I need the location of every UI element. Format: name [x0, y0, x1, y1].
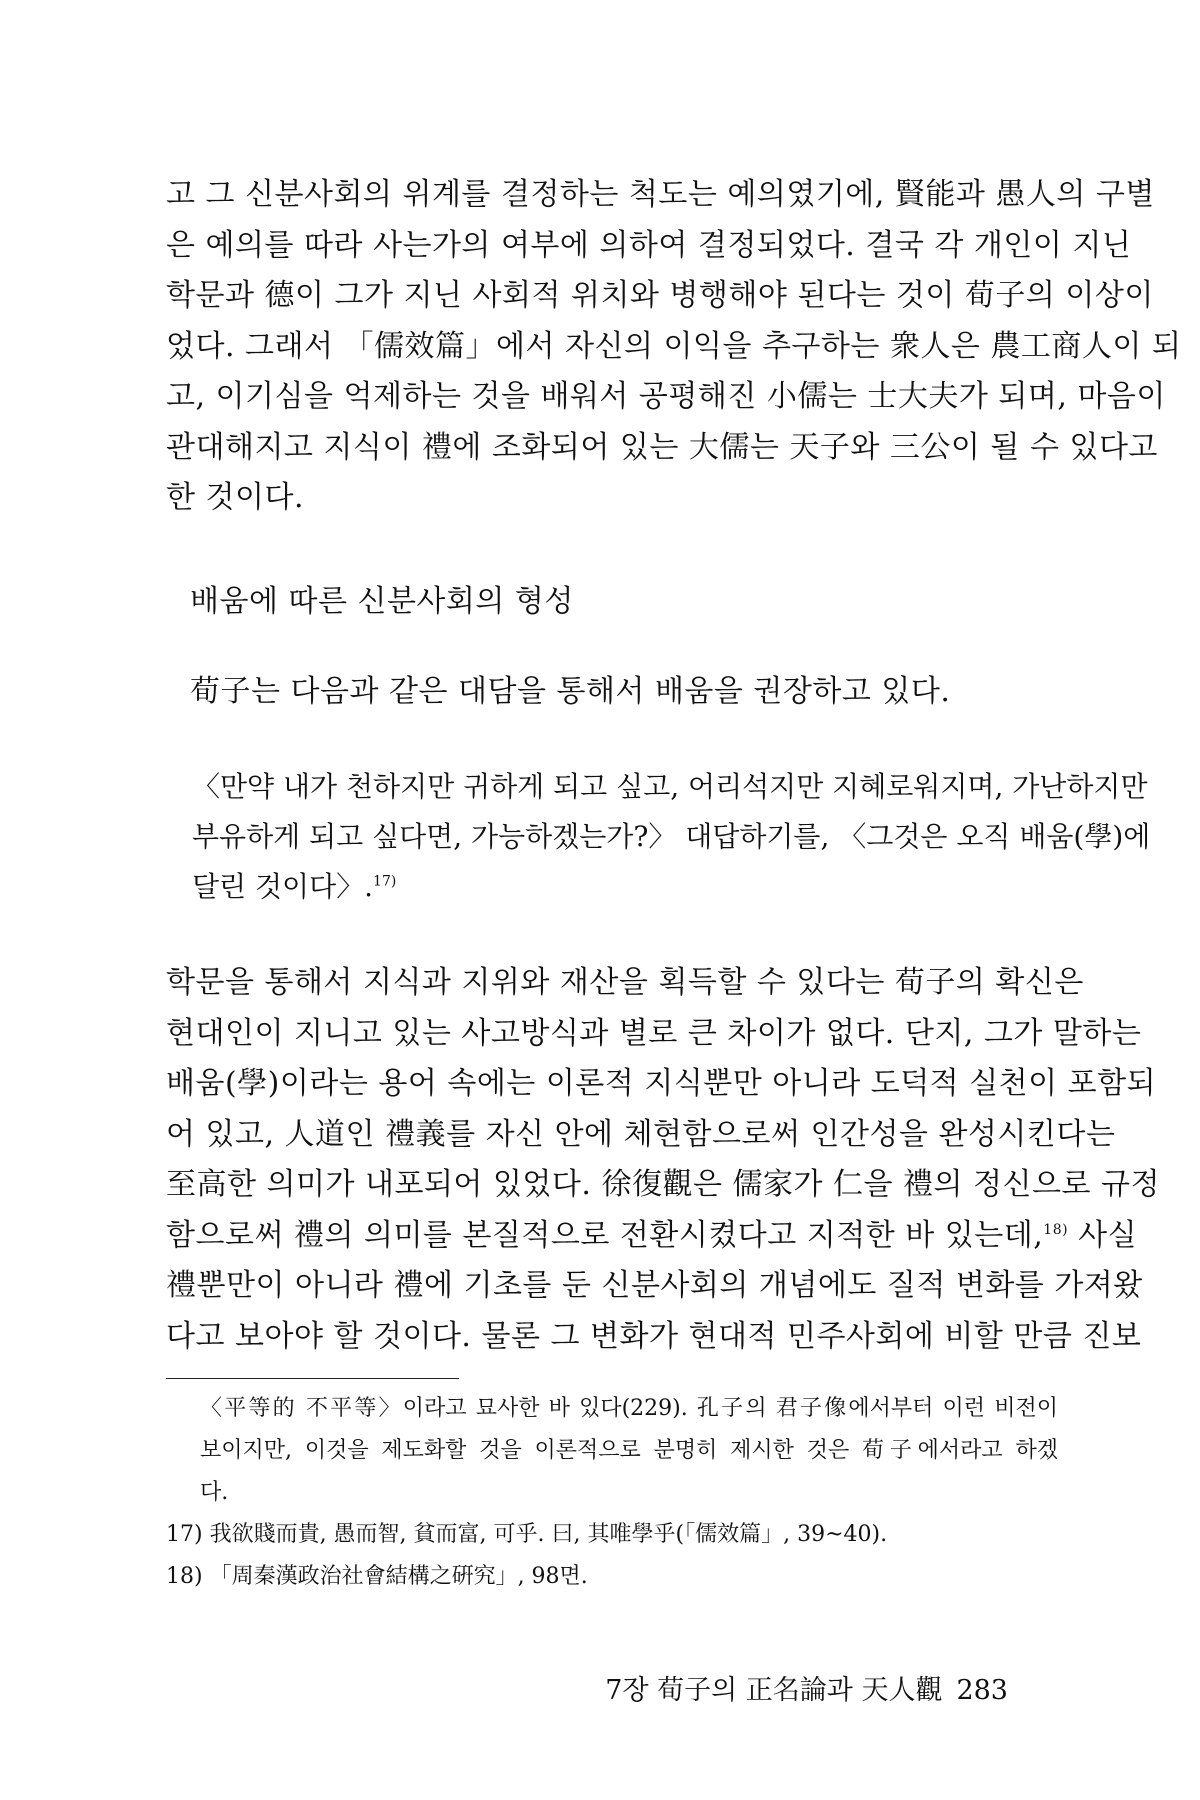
text-line: 배움(學)이라는 용어 속에는 이론적 지식뿐만 아니라 도덕적 실천이 포함되 [166, 1066, 1157, 1101]
text-line: 현대인이 지니고 있는 사고방식과 별로 큰 차이가 없다. 단지, 그가 말하는 [166, 1015, 1142, 1051]
text-line: 었다. 그래서 「儒效篇」에서 자신의 이익을 추구하는 衆人은 農工商人이 되 [166, 328, 1182, 364]
paragraph-1 [166, 170, 1182, 524]
intro-sentence: 荀子는 다음과 같은 대담을 통해서 배움을 권장하고 있다. [190, 674, 951, 709]
text-line: 고, 이기심을 억제하는 것을 배워서 공평해진 小儒는 士大夫가 되며, 마음이 [166, 379, 1166, 414]
footnote-ref-18[interactable]: 18) [1043, 1221, 1069, 1238]
text-line: 한 것이다. [166, 480, 304, 515]
block-quote [192, 762, 1151, 912]
quote-line: 〈만약 내가 천하지만 귀하게 되고 싶고, 어리석지만 지혜로워지며, 가난하지만 [192, 770, 1148, 803]
text-line: 至高한 의미가 내포되어 있었다. 徐復觀은 儒家가 仁을 禮의 정신으로 규정 [166, 1167, 1160, 1202]
text-line: 학문을 통해서 지식과 지위와 재산을 획득할 수 있다는 荀子의 확신은 [166, 965, 1084, 1000]
text-line: 관대해지고 지식이 禮에 조화되어 있는 大儒는 天子와 三公이 될 수 있다고 [166, 429, 1158, 465]
text-segment: 함으로써 禮의 의미를 본질적으로 전환시켰다고 지적한 바 있는데, [166, 1217, 1044, 1253]
text-line: 어 있고, 人道인 禮義를 자신 안에 체현함으로써 인간성을 완성시킨다는 [166, 1116, 1116, 1152]
text-line [166, 1211, 1138, 1262]
quote-text: 달린 것이다〉. [192, 870, 374, 903]
footnote-divider [166, 1378, 459, 1379]
text-segment: 사실 [1078, 1217, 1138, 1253]
paragraph-2 [166, 958, 1160, 1362]
footnote-continuation-line: 보이지만, 이것을 제도화할 것을 이론적으로 분명히 제시한 것은 荀子에서라고 하겠 [200, 1438, 1058, 1463]
quote-line: 부유하게 되고 싶다면, 가능하겠는가?〉 대답하기를, 〈그것은 오직 배움(學)에 [192, 820, 1151, 853]
footnote-continuation-line: 〈平等的 不平等〉이라고 묘사한 바 있다(229). 孔子의 君子像에서부터 이런 비전이 [200, 1396, 1058, 1421]
footnote-continuation-line: 다. [200, 1480, 229, 1505]
footnote-17: 17) 我欲賤而貴, 愚而智, 貧而富, 可乎. 曰, 其唯學乎(「儒效篇」, 39~40). [166, 1522, 888, 1547]
footnote-18: 18) 「周秦漢政治社會結構之硏究」, 98면. [166, 1564, 588, 1589]
page-number: 283 [956, 1675, 1008, 1706]
footnotes [166, 1388, 1058, 1598]
running-head: 7장 荀子의 正名論과 天人觀 [605, 1675, 943, 1706]
text-line: 고 그 신분사회의 위계를 결정하는 척도는 예의였기에, 賢能과 愚人의 구별 [166, 177, 1155, 212]
text-line: 다고 보아야 할 것이다. 물론 그 변화가 현대적 민주사회에 비할 만큼 진보 [166, 1318, 1142, 1354]
quote-line [192, 862, 1058, 912]
text-line: 학문과 德이 그가 지닌 사회적 위치와 병행해야 된다는 것이 荀子의 이상이 [166, 278, 1154, 313]
text-line: 禮뿐만이 아니라 禮에 기초를 둔 신분사회의 개념에도 질적 변화를 가져왔 [166, 1268, 1143, 1303]
page-footer [605, 1668, 1008, 1707]
footnote-ref-17[interactable]: 17) [373, 873, 397, 890]
text-line: 은 예의를 따라 사는가의 여부에 의하여 결정되었다. 결국 각 개인이 지닌 [166, 227, 1132, 263]
section-heading: 배움에 따른 신분사회의 형성 [190, 584, 574, 619]
